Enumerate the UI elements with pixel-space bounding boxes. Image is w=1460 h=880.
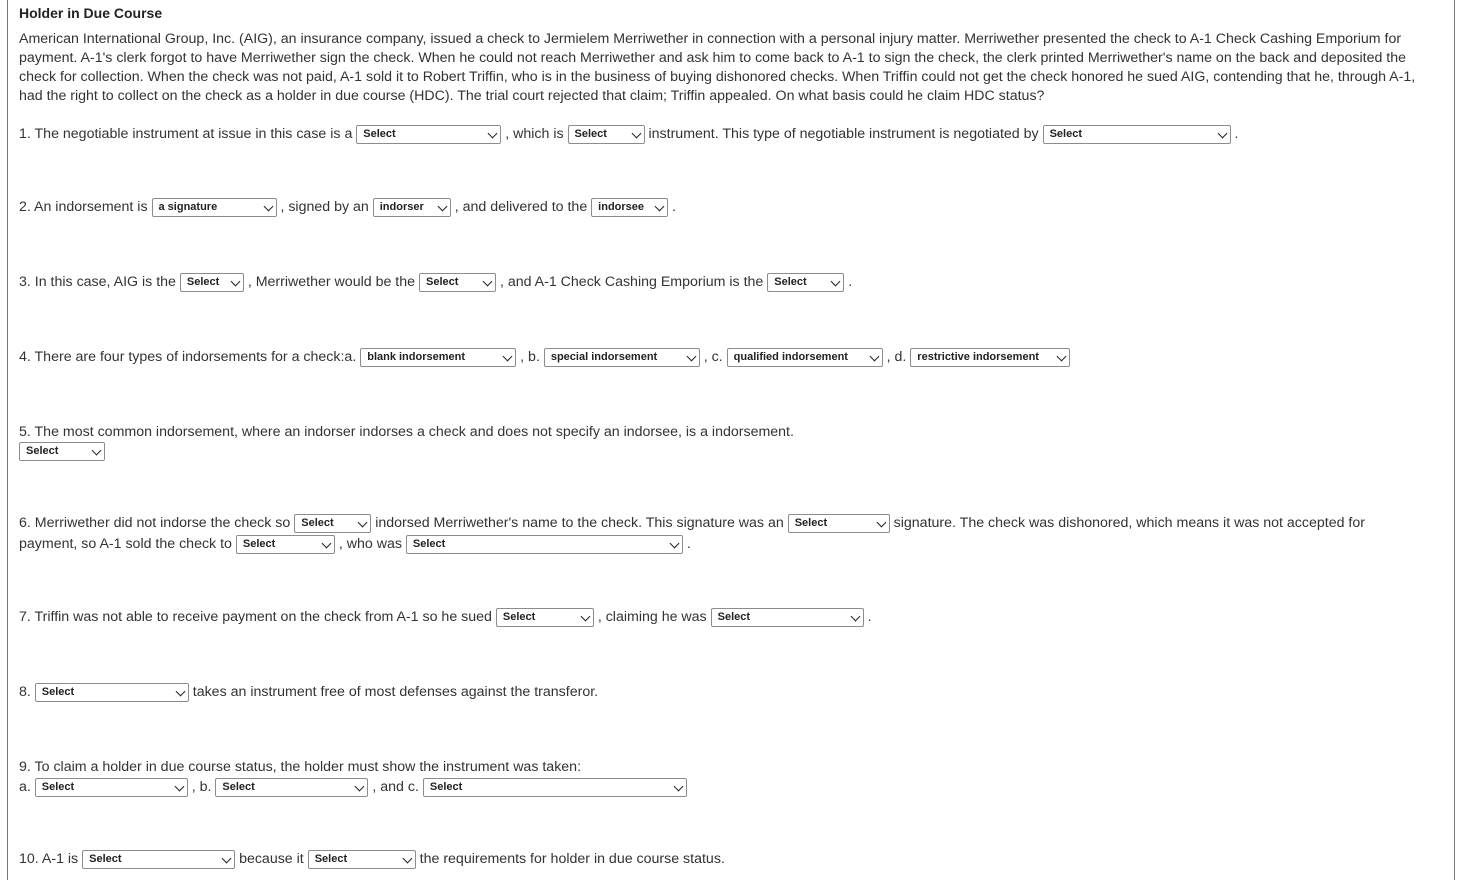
chevron-down-icon — [580, 611, 590, 621]
question-6: 6. Merriwether did not indorse the check so Select indorsed Merriwether's name to the check. This signature was an Select signature. The check was dishonored, which means it was not accepted for — [19, 515, 1365, 531]
chevron-down-icon — [222, 853, 232, 863]
q10-requirement-select[interactable]: Select — [308, 850, 416, 869]
chevron-down-icon — [1217, 128, 1227, 138]
q4-type-c-select[interactable]: qualified indorsement — [727, 348, 883, 367]
question-4: 4. There are four types of indorsements for a check:a. blank indorsement , b. special indorsement , c. qualified indorsement , d. restrictive indorsement — [19, 347, 1070, 368]
chevron-down-icon — [402, 853, 412, 863]
chevron-down-icon — [437, 201, 447, 211]
chevron-down-icon — [655, 201, 665, 211]
chevron-down-icon — [686, 351, 696, 361]
chevron-down-icon — [631, 128, 641, 138]
chevron-down-icon — [850, 611, 860, 621]
q6-buyer-status-select[interactable]: Select — [406, 535, 683, 554]
chevron-down-icon — [321, 538, 331, 548]
q6-signature-type-select[interactable]: Select — [788, 514, 890, 533]
q3-aig-role-select[interactable]: Select — [180, 273, 244, 292]
question-10: 10. A-1 is Select because it Select the requirements for holder in due course status. — [19, 851, 725, 867]
q7-defendant-select[interactable]: Select — [496, 608, 594, 627]
chevron-down-icon — [669, 538, 679, 548]
q1-negotiation-select[interactable]: Select — [1043, 125, 1231, 144]
chevron-down-icon — [174, 781, 184, 791]
q3-a1-role-select[interactable]: Select — [767, 273, 844, 292]
page-title: Holder in Due Course — [19, 5, 163, 21]
chevron-down-icon — [175, 686, 185, 696]
question-2: 2. An indorsement is a signature , signed by an indorser , and delivered to the indorsee . — [19, 199, 677, 215]
question-6-continued: payment, so A-1 sold the check to Select , who was Select . — [19, 536, 691, 552]
chevron-down-icon — [358, 517, 368, 527]
q9-requirement-b-select[interactable]: Select — [215, 778, 368, 797]
question-9-answers: a. Select , b. Select , and c. Select — [19, 777, 687, 798]
q4-type-d-select[interactable]: restrictive indorsement — [910, 348, 1070, 367]
question-5: 5. The most common indorsement, where an indorser indorses a check and does not specify an indorsee, is a indorsement. — [19, 424, 794, 440]
q4-type-a-select[interactable]: blank indorsement — [360, 348, 516, 367]
q2-signer-select[interactable]: indorser — [373, 198, 451, 217]
question-3: 3. In this case, AIG is the Select , Merriwether would be the Select , and A-1 Check Cashing Emporium is the Select . — [19, 274, 853, 290]
question-7: 7. Triffin was not able to receive payment on the check from A-1 so he sued Select , claiming he was Select . — [19, 609, 872, 625]
q9-requirement-c-select[interactable]: Select — [423, 778, 687, 797]
q2-recipient-select[interactable]: indorsee — [591, 198, 668, 217]
q4-type-b-select[interactable]: special indorsement — [544, 348, 700, 367]
question-1: 1. The negotiable instrument at issue in this case is a Select , which is Select instrument. This type of negotiable instrument is negotiated by Select . — [19, 126, 1239, 142]
q6-indorser-select[interactable]: Select — [294, 514, 371, 533]
chevron-down-icon — [869, 351, 879, 361]
q5-common-indorsement-select[interactable]: Select — [19, 442, 105, 461]
q9-requirement-a-select[interactable]: Select — [35, 778, 188, 797]
q6-buyer-select[interactable]: Select — [236, 535, 335, 554]
chevron-down-icon — [488, 128, 498, 138]
chevron-down-icon — [263, 201, 273, 211]
q8-holder-select[interactable]: Select — [35, 683, 189, 702]
q3-merriwether-role-select[interactable]: Select — [419, 273, 496, 292]
chevron-down-icon — [1057, 351, 1067, 361]
chevron-down-icon — [230, 276, 240, 286]
chevron-down-icon — [355, 781, 365, 791]
chevron-down-icon — [831, 276, 841, 286]
question-8: 8. Select takes an instrument free of most defenses against the transferor. — [19, 684, 599, 700]
q1-instrument-select[interactable]: Select — [356, 125, 501, 144]
chevron-down-icon — [483, 276, 493, 286]
q2-indorsement-select[interactable]: a signature — [152, 198, 277, 217]
chevron-down-icon — [673, 781, 683, 791]
q7-claim-status-select[interactable]: Select — [711, 608, 864, 627]
q10-status-select[interactable]: Select — [82, 850, 235, 869]
question-9: 9. To claim a holder in due course status, the holder must show the instrument was taken: — [19, 759, 582, 775]
chevron-down-icon — [503, 351, 513, 361]
chevron-down-icon — [876, 517, 886, 527]
chevron-down-icon — [92, 445, 102, 455]
q1-type-select[interactable]: Select — [568, 125, 645, 144]
case-description: American International Group, Inc. (AIG), an insurance company, issued a check to Jermielem Merriwether in connection with a personal injury matter. Merriwether presented the check to A-1 Check Cashing Emporium for payment. A-1's clerk forgot to have Merriwether sign the check. When he could not reach Merriwether and ask him to come back to A-1 to sign the check, the clerk printed Merriwether's name on the back and deposited the check for collection. When the check was not paid, A-1 sold it to Robert Triffin, who is in the business of buying dishonored checks. When Triffin could not get the check honored he sued AIG, contending that he, through A-1, had the right to collect on the check as a holder in due course (HDC). The trial court rejected that claim; Triffin appealed. On what basis could he claim HDC status? — [19, 31, 1416, 104]
question-5-answer — [19, 441, 105, 462]
